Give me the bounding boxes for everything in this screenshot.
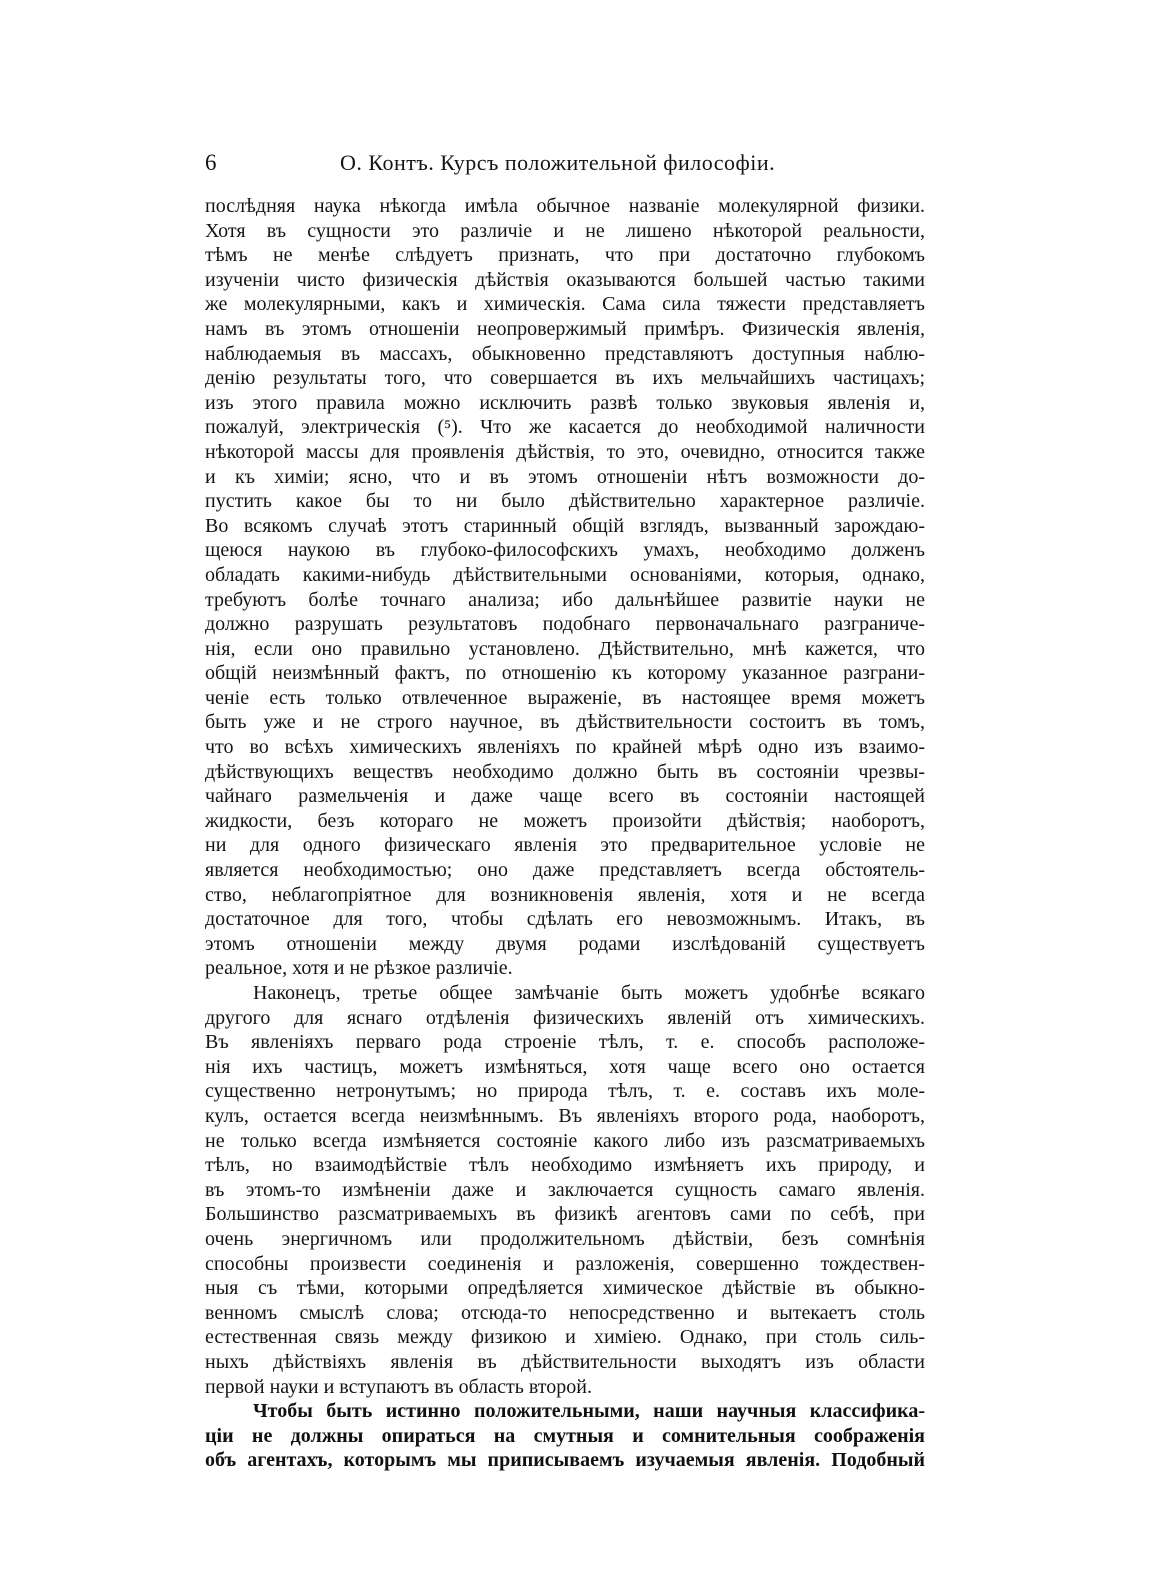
text-line: щеюся наукою въ глубоко-философскихъ умахъ, необходимо долженъ xyxy=(205,539,925,562)
text-line: Большинство разсматриваемыхъ въ физикѣ агентовъ сами по себѣ, при xyxy=(205,1203,925,1226)
text-line: ни для одного физическаго явленія это предварительное условіе не xyxy=(205,834,925,857)
text-line: Въ явленіяхъ перваго рода строеніе тѣлъ, т. е. способъ расположе- xyxy=(205,1031,925,1054)
text-line: что во всѣхъ химическихъ явленіяхъ по крайней мѣрѣ одно изъ взаимо- xyxy=(205,736,925,759)
text-line: денію результаты того, что совершается въ ихъ мельчайшихъ частицахъ; xyxy=(205,367,925,390)
text-line: существенно нетронутымъ; но природа тѣлъ, т. е. составъ ихъ моле- xyxy=(205,1080,925,1103)
text-line: же молекулярными, какъ и химическія. Сама сила тяжести представляетъ xyxy=(205,293,925,316)
text-line: ныхъ дѣйствіяхъ явленія въ дѣйствительности выходятъ изъ области xyxy=(205,1350,925,1373)
text-line: дѣйствующихъ веществъ необходимо должно быть въ состояніи чрезвы- xyxy=(205,760,925,783)
text-line: другого для яснаго отдѣленія физическихъ явленій отъ химическихъ. xyxy=(205,1006,925,1029)
text-line: жидкости, безъ котораго не можетъ произойти дѣйствія; наоборотъ, xyxy=(205,809,925,832)
text-line: изъ этого правила можно исключить развѣ только звуковыя явленія и, xyxy=(205,391,925,414)
text-line: обладать какими-нибудь дѣйствительными основаніями, которыя, однако, xyxy=(205,563,925,586)
text-line: естественная связь между физикою и химіею. Однако, при столь силь- xyxy=(205,1326,925,1349)
text-line: венномъ смыслѣ слова; отсюда-то непосредственно и вытекаетъ столь xyxy=(205,1301,925,1324)
text-line: тѣмъ не менѣе слѣдуетъ признать, что при достаточно глубокомъ xyxy=(205,244,925,267)
text-line: кулъ, остается всегда неизмѣннымъ. Въ явленіяхъ второго рода, наоборотъ, xyxy=(205,1104,925,1127)
text-line: Чтобы быть истинно положительными, наши научныя классифика- xyxy=(253,1400,925,1423)
text-line: Во всякомъ случаѣ этотъ старинный общій взглядъ, вызванный зарождаю- xyxy=(205,514,925,537)
text-line: достаточное для того, чтобы сдѣлать его невозможнымъ. Итакъ, въ xyxy=(205,908,925,931)
text-line: этомъ отношеніи между двумя родами изслѣдованій существуетъ xyxy=(205,932,925,955)
text-line: реальное, хотя и не рѣзкое различіе. xyxy=(205,957,513,980)
body-text xyxy=(205,194,925,1473)
text-line: пустить какое бы то ни было дѣйствительно характерное различіе. xyxy=(205,490,925,513)
text-line: въ этомъ-то измѣненіи даже и заключается сущность самаго явленія. xyxy=(205,1178,925,1201)
text-line: чайнаго размельченія и даже чаще всего въ состояніи настоящей xyxy=(205,785,925,808)
text-line: Хотя въ сущности это различіе и не лишено нѣкоторой реальности, xyxy=(205,219,925,242)
text-line: наблюдаемыя въ массахъ, обыкновенно представляютъ доступныя наблю- xyxy=(205,342,925,365)
text-line: должно разрушать результатовъ подобнаго первоначальнаго разграниче- xyxy=(205,613,925,636)
text-line: является необходимостью; оно даже представляетъ всегда обстоятель- xyxy=(205,859,925,882)
paragraph xyxy=(205,981,925,1399)
text-line: Наконецъ, третье общее замѣчаніе быть можетъ удобнѣе всякаго xyxy=(253,982,925,1004)
text-line: и къ химіи; ясно, что и въ этомъ отношеніи нѣтъ возможности до- xyxy=(205,465,925,488)
text-line: объ агентахъ, которымъ мы приписываемъ изучаемыя явленія. Подобный xyxy=(205,1449,925,1472)
paragraph xyxy=(205,1399,925,1473)
paragraph xyxy=(205,194,925,981)
text-line: нѣкоторой массы для проявленія дѣйствія, то это, очевидно, относится также xyxy=(205,440,925,463)
text-line: ство, неблагопріятное для возникновенія явленія, хотя и не всегда xyxy=(205,883,925,906)
text-line: ныя съ тѣми, которыми опредѣляется химическое дѣйствіе въ обыкно- xyxy=(205,1277,925,1300)
text-line: послѣдняя наука нѣкогда имѣла обычное названіе молекулярной физики. xyxy=(205,195,925,217)
text-line: первой науки и вступаютъ въ область второй. xyxy=(205,1375,592,1398)
text-line: намъ въ этомъ отношеніи неопровержимый примѣръ. Физическія явленія, xyxy=(205,317,925,340)
text-line: очень энергичномъ или продолжительномъ дѣйствіи, безъ сомнѣнія xyxy=(205,1227,925,1250)
text-line: нія, если оно правильно установлено. Дѣйствительно, мнѣ кажется, что xyxy=(205,637,925,660)
text-line: тѣлъ, но взаимодѣйствіе тѣлъ необходимо измѣняетъ ихъ природу, и xyxy=(205,1154,925,1177)
running-title: О. Контъ. Курсъ положительной философіи. xyxy=(340,150,776,175)
text-line: быть уже и не строго научное, въ дѣйствительности состоитъ въ томъ, xyxy=(205,711,925,734)
text-line: требуютъ болѣе точнаго анализа; ибо дальнѣйшее развитіе науки не xyxy=(205,588,925,611)
text-line: не только всегда измѣняется состояніе какого либо изъ разсматриваемыхъ xyxy=(205,1129,925,1152)
text-line: изученіи чисто физическія дѣйствія оказываются большей частью такими xyxy=(205,268,925,291)
page-number: 6 xyxy=(205,150,217,175)
text-line: общій неизмѣнный фактъ, по отношенію къ которому указанное разграни- xyxy=(205,662,925,685)
running-head xyxy=(205,150,925,182)
text-line: ченіе есть только отвлеченное выраженіе, въ настоящее время можетъ xyxy=(205,686,925,709)
text-line: способны произвести соединенія и разложенія, совершенно тождествен- xyxy=(205,1252,925,1275)
text-line: ціи не должны опираться на смутныя и сомнительныя соображенія xyxy=(205,1424,925,1447)
text-line: нія ихъ частицъ, можетъ измѣняться, хотя чаще всего оно остается xyxy=(205,1055,925,1078)
text-line: пожалуй, электрическія (⁵). Что же касается до необходимой наличности xyxy=(205,416,925,439)
